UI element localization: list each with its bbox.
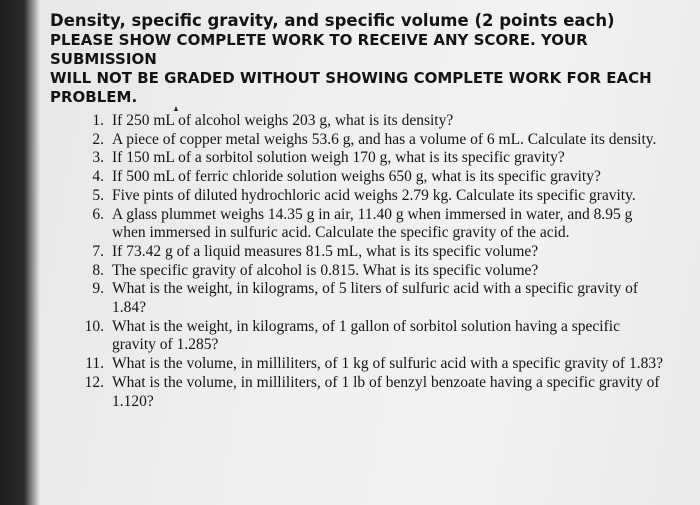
question-text: What is the volume, in milliliters, of 1 kg of sulfuric acid with a specific gravity of 1.83? xyxy=(112,355,663,373)
question-text: What is the weight, in kilograms, of 5 liters of sulfuric acid with a specific gravity of 1.84? xyxy=(112,280,639,317)
question-text: Five pints of diluted hydrochloric acid weighs 2.79 kg. Calculate its specific gravity. xyxy=(112,186,636,204)
question-item xyxy=(76,131,666,150)
question-text: A glass plummet weighs 14.35 g in air, 11.40 g when immersed in water, and 8.95 g when immersed in sulfuric acid. Calculate the specific gravity of the acid. xyxy=(112,205,633,242)
question-text: If 500 mL of ferric chloride solution weighs 650 g, what is its specific gravity? xyxy=(112,168,601,186)
question-text: The specific gravity of alcohol is 0.815. What is its specific volume? xyxy=(112,261,539,279)
question-text: What is the volume, in milliliters, of 1 lb of benzyl benzoate having a specific gravity of 1.120? xyxy=(112,373,660,410)
question-item xyxy=(76,374,666,411)
question-number: 10. xyxy=(84,317,104,335)
question-number: 1. xyxy=(92,112,104,129)
question-list xyxy=(76,112,666,411)
question-number: 9. xyxy=(92,280,104,298)
question-number: 7. xyxy=(92,242,104,260)
question-number: 12. xyxy=(84,373,104,391)
photo-dark-edge xyxy=(0,0,40,505)
question-item xyxy=(76,355,666,374)
question-item xyxy=(76,262,666,281)
question-item xyxy=(76,187,666,206)
mouse-cursor-icon xyxy=(174,106,178,111)
question-number: 11. xyxy=(85,355,104,373)
question-item xyxy=(76,243,666,262)
question-item xyxy=(76,112,666,131)
worksheet-page xyxy=(38,0,700,505)
worksheet-title: Density, specific gravity, and specific volume (2 points each) xyxy=(50,11,615,30)
question-text: What is the weight, in kilograms, of 1 gallon of sorbitol solution having a specific gravity of 1.285? xyxy=(112,317,620,354)
question-text: If 250 mL of alcohol weighs 203 g, what is its density? xyxy=(112,112,454,129)
question-item xyxy=(76,206,666,243)
question-number: 5. xyxy=(92,186,104,204)
worksheet-instructions: PLEASE SHOW COMPLETE WORK TO RECEIVE ANY SCORE. YOUR SUBMISSION WILL NOT BE GRADED WITHOUT SHOWING COMPLETE WORK FOR EACH PROBLEM. xyxy=(50,31,652,106)
question-number: 4. xyxy=(92,168,104,186)
question-item xyxy=(76,318,666,355)
question-number: 2. xyxy=(92,130,104,148)
worksheet-header xyxy=(50,10,680,107)
question-number: 8. xyxy=(92,261,104,279)
question-item xyxy=(76,168,666,187)
question-text: A piece of copper metal weighs 53.6 g, and has a volume of 6 mL. Calculate its density. xyxy=(112,130,657,148)
question-number: 6. xyxy=(92,205,104,223)
question-item xyxy=(76,149,666,168)
question-text: If 73.42 g of a liquid measures 81.5 mL, what is its specific volume? xyxy=(112,242,539,260)
question-item xyxy=(76,280,666,317)
question-text: If 150 mL of a sorbitol solution weigh 170 g, what is its specific gravity? xyxy=(112,149,565,167)
question-number: 3. xyxy=(92,149,104,167)
